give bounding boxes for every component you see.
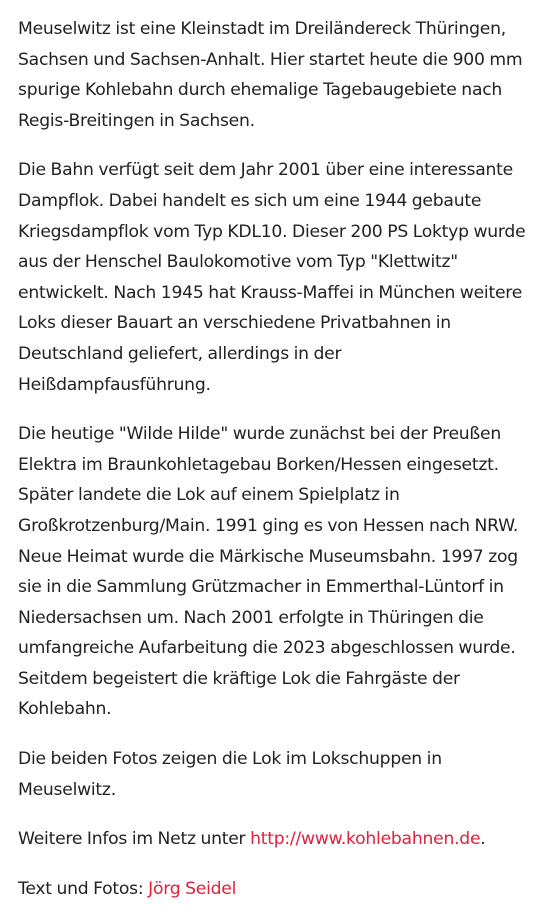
paragraph-more-info: [18, 824, 534, 855]
paragraph-photos: Die beiden Fotos zeigen die Lok im Lokschuppen in Meuselwitz.: [18, 749, 442, 800]
author-link[interactable]: Jörg Seidel: [148, 878, 237, 899]
more-info-text: Weitere Infos im Netz unter: [18, 829, 251, 850]
more-info-period: .: [480, 829, 486, 850]
kohlebahnen-link[interactable]: http://www.kohlebahnen.de: [250, 829, 481, 850]
paragraph-locomotive: Die Bahn verfügt seit dem Jahr 2001 über eine interessante Dampflok. Dabei handelt es sich um eine 1944 gebaute Kriegsdampflok vom Typ KDL10. Dieser 200 PS Loktyp wurde aus der Henschel Baulokomotive vom Typ "Klettwitz" entwickelt. Nach 1945 hat Krauss-Maffei in München weitere Loks dieser Bauart an verschiedene Privatbahnen in Deutschland geliefert, allerdings in der Heißdampfausführung.: [18, 160, 526, 395]
paragraph-intro: Meuselwitz ist eine Kleinstadt im Dreiländereck Thüringen, Sachsen und Sachsen-Anhalt. Hier startet heute die 900 mm spurige Kohlebahn durch ehemalige Tagebaugebiete nach Regis-Breitingen in Sachsen.: [18, 19, 523, 131]
credits-text: Text und Fotos:: [18, 878, 149, 899]
paragraph-history: Die heutige "Wilde Hilde" wurde zunächst bei der Preußen Elektra im Braunkohletagebau Borken/Hessen eingesetzt. Später landete die Lok auf einem Spielplatz in Großkrotzenburg/Main. 1991 ging es von Hessen nach NRW. Neue Heimat wurde die Märkische Museumsbahn. 1997 zog sie in die Sammlung Grützmacher in Emmerthal-Lüntorf in Niedersachsen um. Nach 2001 erfolgte in Thüringen die umfangreiche Aufarbeitung die 2023 abgeschlossen wurde. Seitdem begeistert die kräftige Lok die Fahrgäste der Kohlebahn.: [18, 424, 519, 720]
paragraph-credits: [18, 874, 534, 905]
